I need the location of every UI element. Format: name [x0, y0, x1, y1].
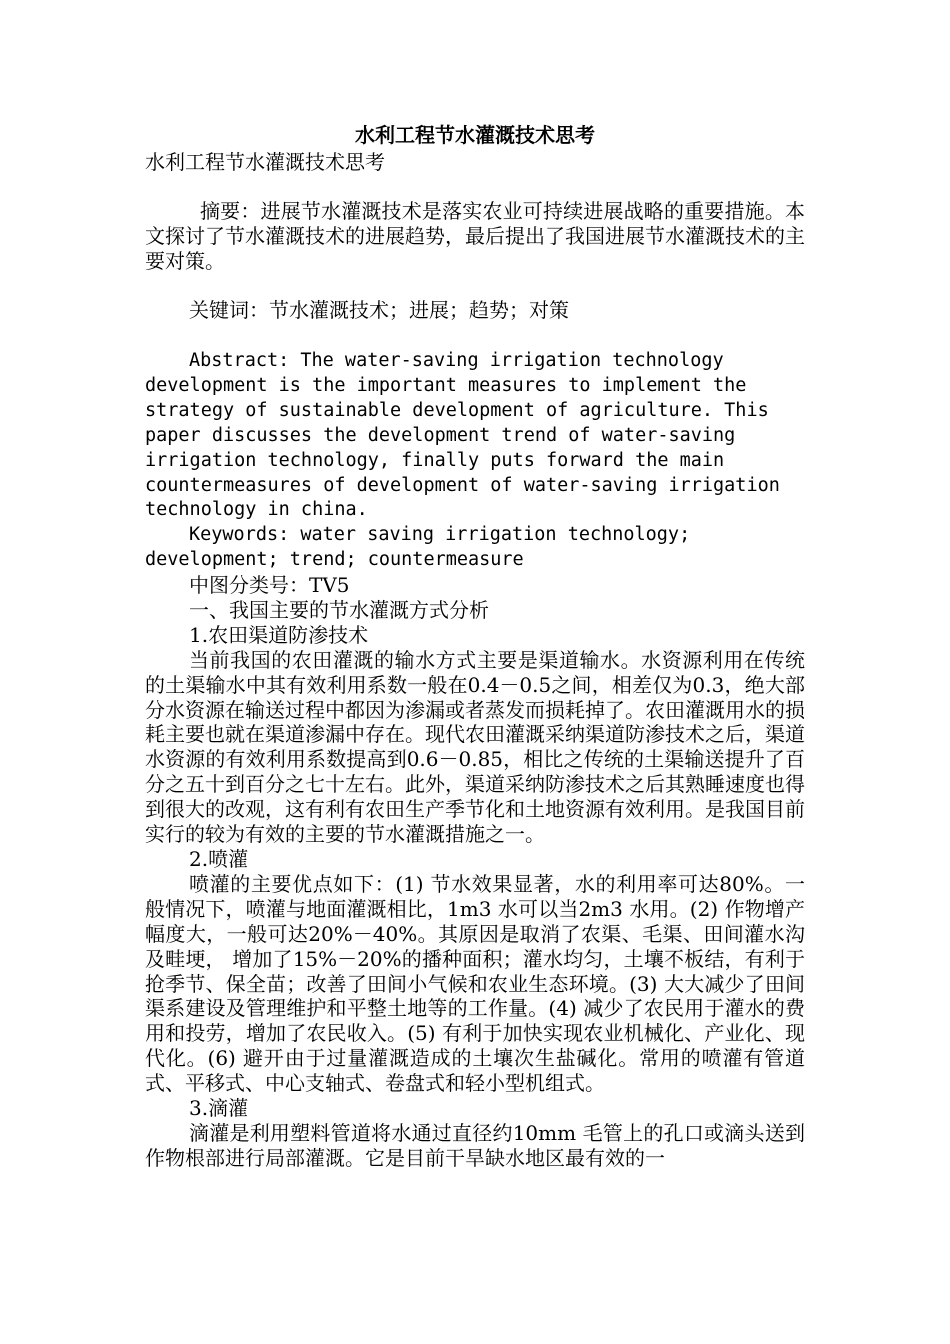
body-text — [145, 573, 805, 1171]
paragraph-3: 滴灌是利用塑料管道将水通过直径约10mm 毛管上的孔口或滴头送到作物根部进行局部灌溉。它是目前干旱缺水地区最有效的一 — [145, 1120, 805, 1170]
paragraph-1: 当前我国的农田灌溉的输水方式主要是渠道输水。水资源利用在传统的土渠输水中其有效利用系数一般在0.4－0.5之间，相差仅为0.3，绝大部分水资源在输送过程中都因为渗漏或者蒸发而损耗掉了。农田灌溉用水的损耗主要也就在渠道渗漏中存在。现代农田灌溉采纳渠道防渗技术之后，渠道水资源的有效利用系数提高到0.6－0.85，相比之传统的土渠输送提升了百分之五十到百分之七十左右。此外，渠道采纳防渗技术之后其熟睡速度也得到很大的改观，这有利有农田生产季节化和土地资源有效利用。是我国目前实行的较为有效的主要的节水灌溉措施之一。 — [145, 647, 805, 847]
keywords-cn — [145, 298, 805, 323]
keywords-en-text: Keywords: water saving irrigation technology; development; trend; countermeasure — [145, 524, 691, 571]
abstract-en — [145, 349, 805, 573]
abstract-cn-text: 摘要：进展节水灌溉技术是落实农业可持续进展战略的重要措施。本文探讨了节水灌溉技术的进展趋势，最后提出了我国进展节水灌溉技术的主要对策。 — [145, 199, 805, 273]
subsection-heading-2: 2.喷灌 — [189, 846, 249, 871]
abstract-en-text: Abstract: The water-saving irrigation technology development is the important measures to implement the strategy of sustainable development of agriculture. This paper discusses the development trend of water-saving irrigation technology, finally puts forward the main countermeasures of development of water-saving irrigation technology in china. — [145, 350, 780, 521]
paragraph-2: 喷灌的主要优点如下：(1) 节水效果显著，水的利用率可达80%。一般情况下，喷灌与地面灌溉相比，1m3 水可以当2m3 水用。(2) 作物增产幅度大，一般可达20%－40%。其原因是取消了农渠、毛渠、田间灌水沟及畦埂， 增加了15%－20%的播种面积；灌水均匀，土壤不板结，有利于抢季节、保全苗；改善了田间小气候和农业生态环境。(3) 大大减少了田间渠系建设及管理维护和平整土地等的工作量。(4) 减少了农民用于灌水的费用和投劳，增加了农民收入。(5) 有利于加快实现农业机械化、产业化、现代化。(6) 避开由于过量灌溉造成的土壤次生盐碱化。常用的喷灌有管道式、平移式、中心支轴式、卷盘式和轻小型机组式。 — [145, 871, 805, 1096]
abstract-cn — [145, 199, 805, 274]
keywords-cn-text: 关键词：节水灌溉技术；进展；趋势；对策 — [189, 298, 569, 322]
document-subtitle: 水利工程节水灌溉技术思考 — [145, 150, 385, 174]
subsection-heading-1: 1.农田渠道防渗技术 — [189, 622, 369, 647]
document-title: 水利工程节水灌溉技术思考 — [355, 123, 595, 147]
subsection-heading-3: 3.滴灌 — [189, 1096, 249, 1121]
section-heading: 一、我国主要的节水灌溉方式分析 — [189, 597, 489, 622]
classification: 中图分类号：TV5 — [189, 573, 350, 597]
